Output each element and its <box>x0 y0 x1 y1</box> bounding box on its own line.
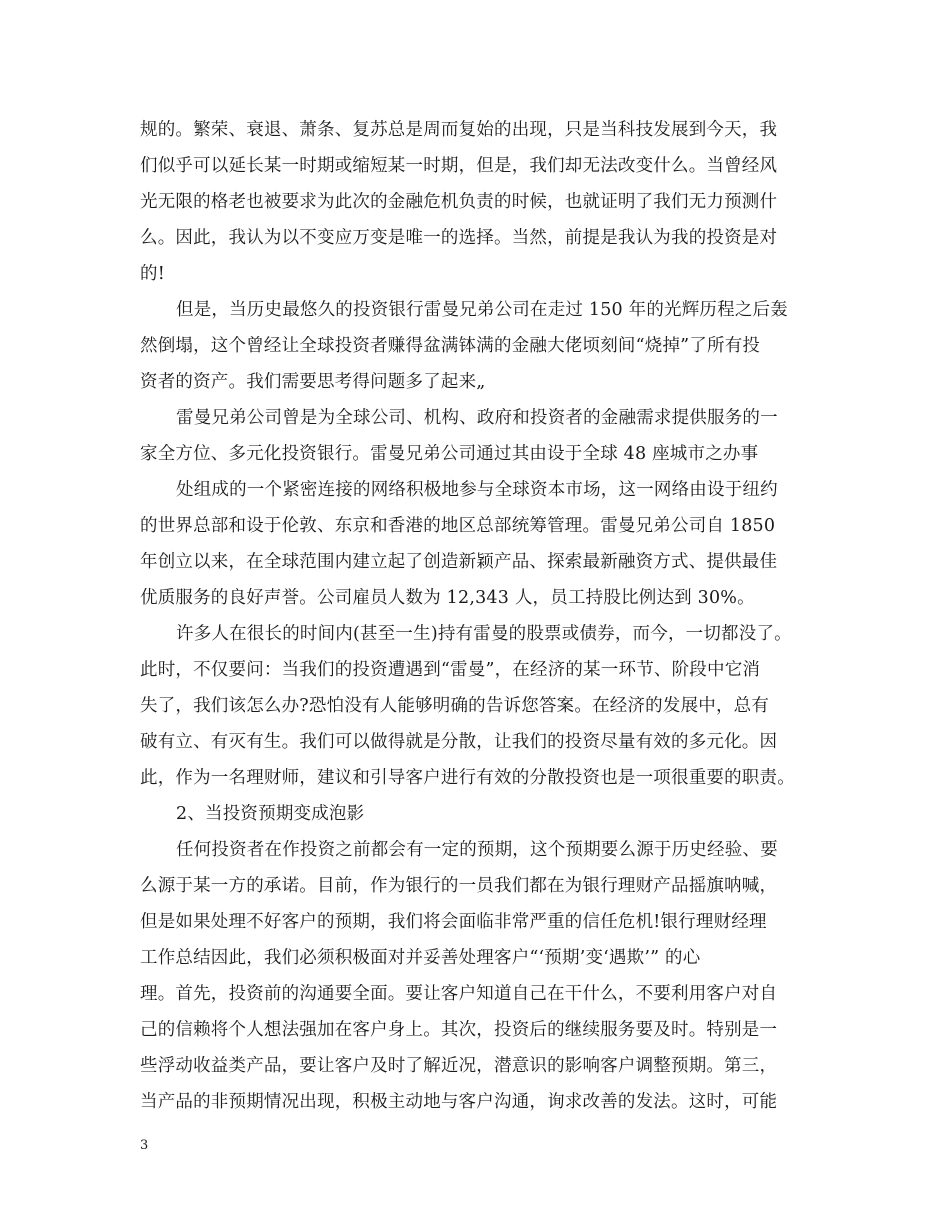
text-line: 们似乎可以延长某一时期或缩短某一时期，但是，我们却无法改变什么。当曾经风 <box>140 156 778 176</box>
text-line: 么。因此，我认为以不变应万变是唯一的选择。当然，前提是我认为我的投资是对 <box>140 228 778 248</box>
text-line: 此时，不仅要问：当我们的投资遭遇到“雷曼”，在经济的某一环节、阶段中它消 <box>140 660 761 680</box>
text-line: 然倒塌，这个曾经让全球投资者赚得盆满钵满的金融大佬顷刻间“烧掉”了所有投 <box>140 336 761 356</box>
text-line: 当产品的非预期情况出现，积极主动地与客户沟通，询求改善的发法。这时，可能 <box>140 1092 778 1112</box>
text-line: 此，作为一名理财师，建议和引导客户进行有效的分散投资也是一项很重要的职责。 <box>140 768 795 788</box>
text-line: 的! <box>140 264 165 284</box>
text-line: 些浮动收益类产品，要让客户及时了解近况，潜意识的影响客户调整预期。第三， <box>140 1056 778 1076</box>
section-heading: 2、当投资预期变成泡影 <box>176 804 365 824</box>
text-line: 的世界总部和设于伦敦、东京和香港的地区总部统筹管理。雷曼兄弟公司自 1850 <box>140 516 776 536</box>
text-line: 失了，我们该怎么办?恐怕没有人能够明确的告诉您答案。在经济的发展中，总有 <box>140 696 770 716</box>
text-line: 己的信赖将个人想法强加在客户身上。其次，投资后的继续服务要及时。特别是一 <box>140 1020 778 1040</box>
text-line: 但是如果处理不好客户的预期，我们将会面临非常严重的信任危机!银行理财经理 <box>140 912 767 932</box>
paragraph-start-line: 许多人在很长的时间内(甚至一生)持有雷曼的股票或债券，而今，一切都没了。 <box>176 624 792 644</box>
text-line: 工作总结因此，我们必须积极面对并妥善处理客户“‘预期’变‘遇欺’” 的心 <box>140 948 701 968</box>
text-line: 优质服务的良好声誉。公司雇员人数为 12,343 人，员工持股比例达到 30%。 <box>140 588 755 608</box>
text-line: 年创立以来，在全球范围内建立起了创造新颖产品、探索最新融资方式、提供最佳 <box>140 552 778 572</box>
text-line: 家全方位、多元化投资银行。雷曼兄弟公司通过其由设于全球 48 座城市之办事 <box>140 444 759 464</box>
paragraph-start-line: 处组成的一个紧密连接的网络积极地参与全球资本市场，这一网络由设于纽约 <box>176 480 778 500</box>
page-number: 3 <box>140 1138 149 1153</box>
text-line: 规的。繁荣、衰退、萧条、复苏总是周而复始的出现，只是当科技发展到今天，我 <box>140 120 778 140</box>
paragraph-start-line: 雷曼兄弟公司曾是为全球公司、机构、政府和投资者的金融需求提供服务的一 <box>176 408 778 428</box>
paragraph-start-line: 任何投资者在作投资之前都会有一定的预期，这个预期要么源于历史经验、要 <box>176 840 778 860</box>
text-line: 破有立、有灭有生。我们可以做得就是分散，让我们的投资尽量有效的多元化。因 <box>140 732 778 752</box>
paragraph-start-line: 但是，当历史最悠久的投资银行雷曼兄弟公司在走过 150 年的光辉历程之后轰 <box>176 300 788 320</box>
text-line: 么源于某一方的承诺。目前，作为银行的一员我们都在为银行理财产品摇旗呐喊， <box>140 876 778 896</box>
text-line: 光无限的格老也被要求为此次的金融危机负责的时候，也就证明了我们无力预测什 <box>140 192 778 212</box>
text-line: 理。首先，投资前的沟通要全面。要让客户知道自己在干什么，不要利用客户对自 <box>140 984 778 1004</box>
text-line: 资者的资产。我们需要思考得问题多了起来„ <box>140 372 486 392</box>
